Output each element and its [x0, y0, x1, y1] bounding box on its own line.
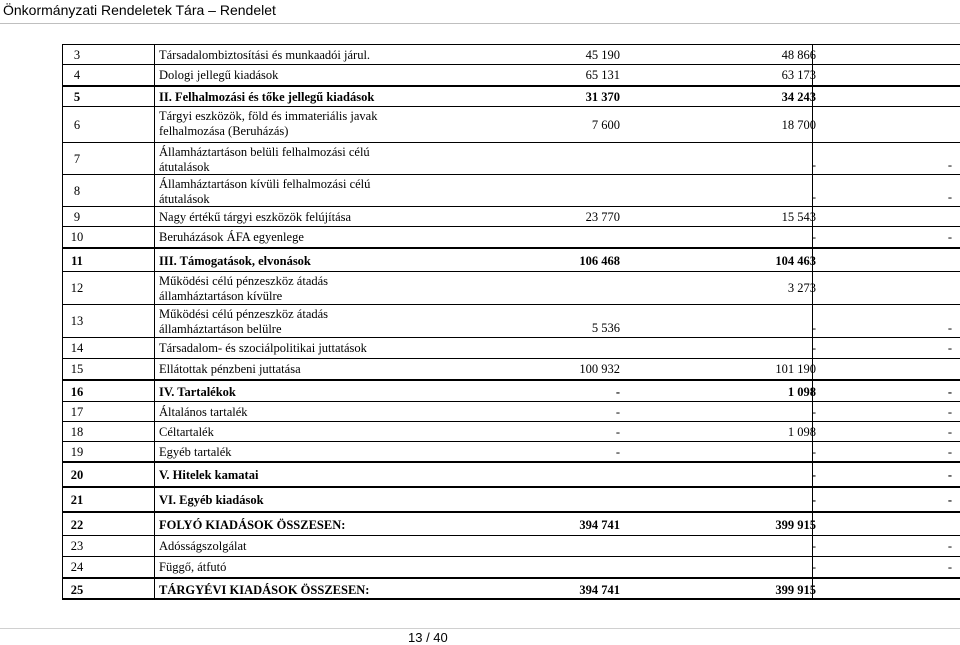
value-modified: - — [811, 321, 816, 335]
value-original: - — [615, 445, 620, 459]
table-row — [62, 486, 960, 513]
value-modified: 1 098 — [787, 385, 816, 399]
page-number: 13 / 40 — [408, 630, 448, 645]
row-number: 5 — [73, 90, 81, 104]
value-modified: - — [811, 158, 816, 172]
row-label: Függő, átfutó — [159, 560, 227, 574]
row-label: III. Támogatások, elvonások — [159, 254, 311, 268]
value-original: 106 468 — [579, 254, 620, 268]
value-modified: - — [811, 493, 816, 507]
value-original: 394 741 — [579, 583, 620, 597]
value-modified: 104 463 — [775, 254, 816, 268]
row-label: Dologi jellegű kiadások — [159, 68, 279, 82]
table-row — [62, 379, 960, 403]
row-label: Működési célú pénzeszköz átadás államháztartáson belülre — [159, 307, 329, 336]
table-row — [62, 337, 960, 359]
value-original: - — [615, 425, 620, 439]
row-label: Működési célú pénzeszköz átadás államháztartáson kívülre — [159, 274, 329, 303]
value-original: 45 190 — [585, 48, 620, 62]
row-label: V. Hitelek kamatai — [159, 468, 259, 482]
value-original: - — [615, 385, 620, 399]
row-label: Államháztartáson belüli felhalmozási célú átutalások — [159, 145, 370, 174]
row-label: FOLYÓ KIADÁSOK ÖSSZESEN: — [159, 518, 346, 532]
row-number: 23 — [70, 539, 84, 553]
row-label: Általános tartalék — [159, 405, 248, 419]
title-divider — [0, 23, 960, 24]
value-modified: 34 243 — [781, 90, 816, 104]
row-number: 4 — [73, 68, 81, 82]
value-extra: - — [947, 230, 952, 244]
value-original: 65 131 — [585, 68, 620, 82]
row-label: Társadalom- és szociálpolitikai juttatások — [159, 341, 367, 355]
row-number: 17 — [70, 405, 84, 419]
row-number: 20 — [70, 468, 84, 482]
value-original: 31 370 — [585, 90, 620, 104]
table-row — [62, 206, 960, 227]
row-number: 14 — [70, 341, 84, 355]
row-number: 24 — [70, 560, 84, 574]
value-modified: - — [811, 539, 816, 553]
row-number: 16 — [70, 385, 84, 399]
table-row — [62, 106, 960, 143]
value-modified: 399 915 — [775, 583, 816, 597]
table-row — [62, 142, 960, 175]
value-modified: - — [811, 230, 816, 244]
value-extra: - — [947, 539, 952, 553]
row-number: 9 — [73, 210, 81, 224]
row-number: 8 — [73, 184, 81, 198]
value-modified: 48 866 — [781, 48, 816, 62]
row-label: Ellátottak pénzbeni juttatása — [159, 362, 301, 376]
value-extra: - — [947, 405, 952, 419]
table-row — [62, 421, 960, 442]
value-extra: - — [947, 385, 952, 399]
value-modified: - — [811, 468, 816, 482]
value-original: - — [615, 405, 620, 419]
row-number: 7 — [73, 152, 81, 166]
table-row — [62, 304, 960, 338]
row-number: 22 — [70, 518, 84, 532]
value-modified: 15 543 — [781, 210, 816, 224]
table-row — [62, 247, 960, 273]
table-row — [62, 441, 960, 462]
value-modified: - — [811, 190, 816, 204]
table-row — [62, 271, 960, 305]
value-original: 394 741 — [579, 518, 620, 532]
table-row — [62, 511, 960, 537]
value-modified: - — [811, 405, 816, 419]
table-row — [62, 85, 960, 108]
value-original: 7 600 — [591, 118, 620, 132]
value-extra: - — [947, 425, 952, 439]
value-extra: - — [947, 321, 952, 335]
value-extra: - — [947, 445, 952, 459]
value-extra: - — [947, 560, 952, 574]
value-modified: 3 273 — [787, 281, 816, 295]
value-modified: 1 098 — [787, 425, 816, 439]
value-modified: - — [811, 445, 816, 459]
value-modified: 101 190 — [775, 362, 816, 376]
value-extra: - — [947, 493, 952, 507]
value-modified: 63 173 — [781, 68, 816, 82]
table-row — [62, 556, 960, 578]
row-label: Tárgyi eszközök, föld és immateriális javak felhalmozása (Beruházás) — [159, 109, 378, 138]
row-number: 21 — [70, 493, 84, 507]
value-modified: 399 915 — [775, 518, 816, 532]
row-label: II. Felhalmozási és tőke jellegű kiadások — [159, 90, 375, 104]
value-extra: - — [947, 468, 952, 482]
footer-divider — [0, 628, 960, 629]
row-number: 15 — [70, 362, 84, 376]
value-modified: 18 700 — [781, 118, 816, 132]
value-extra: - — [947, 158, 952, 172]
row-number: 18 — [70, 425, 84, 439]
value-modified: - — [811, 560, 816, 574]
window-title: Önkormányzati Rendeletek Tára – Rendelet — [3, 2, 276, 18]
table-row — [62, 226, 960, 248]
value-original: 5 536 — [591, 321, 620, 335]
row-label: VI. Egyéb kiadások — [159, 493, 264, 507]
row-label: Céltartalék — [159, 425, 214, 439]
table-row — [62, 358, 960, 380]
value-modified: - — [811, 341, 816, 355]
table-row — [62, 461, 960, 488]
row-label: IV. Tartalékok — [159, 385, 236, 399]
table-row — [62, 64, 960, 86]
value-extra: - — [947, 190, 952, 204]
value-original: 100 932 — [579, 362, 620, 376]
row-label: Beruházások ÁFA egyenlege — [159, 230, 304, 244]
table-row — [62, 535, 960, 557]
row-number: 13 — [70, 314, 84, 328]
row-number: 25 — [70, 583, 84, 597]
row-label: Egyéb tartalék — [159, 445, 232, 459]
value-original: 23 770 — [585, 210, 620, 224]
table-row — [62, 401, 960, 422]
row-number: 19 — [70, 445, 84, 459]
row-label: Nagy értékű tárgyi eszközök felújítása — [159, 210, 352, 224]
table-row — [62, 174, 960, 207]
table-bottom-border — [62, 598, 960, 600]
row-label: Társadalombiztosítási és munkaadói járul. — [159, 48, 371, 62]
value-extra: - — [947, 341, 952, 355]
row-number: 3 — [73, 48, 81, 62]
row-label: Államháztartáson kívüli felhalmozási célú átutalások — [159, 177, 371, 206]
row-number: 11 — [71, 254, 83, 268]
row-number: 12 — [70, 281, 84, 295]
row-number: 10 — [70, 230, 84, 244]
row-label: Adósságszolgálat — [159, 539, 247, 553]
table-row — [62, 44, 960, 65]
row-number: 6 — [73, 118, 81, 132]
row-label: TÁRGYÉVI KIADÁSOK ÖSSZESEN: — [159, 583, 370, 597]
